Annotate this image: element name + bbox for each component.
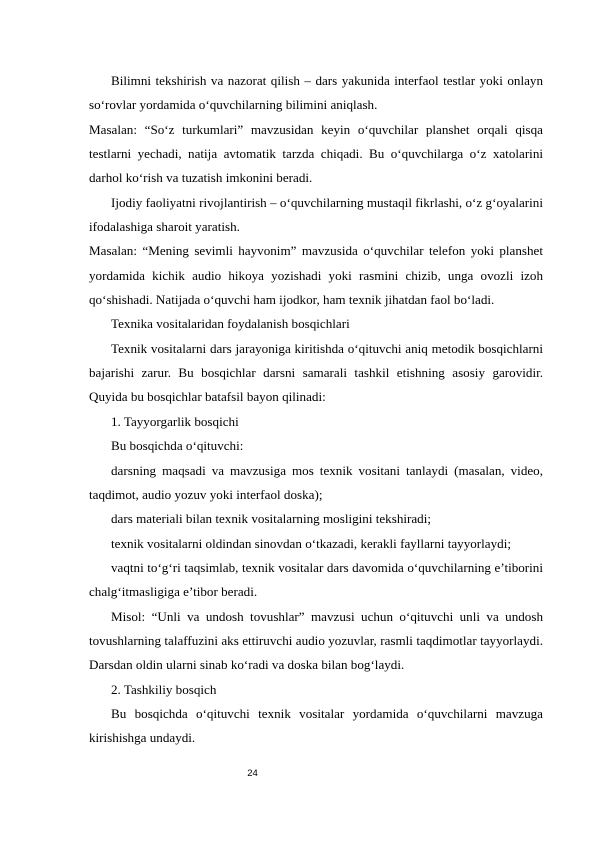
list-item-time-management: vaqtni to‘g‘ri taqsimlab, texnik vositalar dars davomida o‘quvchilarning e’tiborini chalg‘itmasligiga e’tibor beradi.	[89, 559, 543, 600]
page-number-footer	[0, 768, 595, 779]
paragraph-knowledge-check: Bilimni tekshirish va nazorat qilish – dars yakunida interfaol testlar yoki onlayn so‘rovlar yordamida o‘quvchilarning bilimini aniqlash.	[89, 73, 543, 113]
section-heading-stages: Texnika vositalaridan foydalanish bosqichlari	[111, 316, 350, 332]
list-item-test-tools: texnik vositalarni oldindan sinovdan o‘tkazadi, kerakli fayllarni tayyorlaydi;	[111, 535, 511, 551]
paragraph-stages-intro: Texnik vositalarni dars jarayoniga kiritishda o‘qituvchi aniq metodik bosqichlarni bajarishi zarur. Bu bosqichlar darsni samarali tashkil etishning asosiy garovidir. Quyida bu bosqichlar batafsil bayon qilinadi:	[89, 340, 543, 405]
paragraph-example-favorite-animal: Masalan: “Mening sevimli hayvonim” mavzusida o‘quvchilar telefon yoki planshet yordamida kichik audio hikoya yozishadi yoki rasmini chizib, unga ovozli izoh qo‘shishadi. Natijada o‘quvchi ham ijodkor, ham texnik jihatdan faol bo‘ladi.	[89, 243, 543, 308]
paragraph-teacher-intro: Bu bosqichda o‘qituvchi:	[111, 438, 244, 454]
list-item-select-tool: darsning maqsadi va mavzusiga mos texnik vositani tanlaydi (masalan, video, taqdimot, audio yozuv yoki interfaol doska);	[89, 462, 543, 502]
paragraph-example-sounds: Misol: “Unli va undosh tovushlar” mavzusi uchun o‘qituvchi unli va undosh tovushlarning talaffuzini aks ettiruvchi audio yozuvlar, rasmli taqdimotlar tayyorlaydi. Darsdan oldin ularni sinab ko‘radi va doska bilan bog‘laydi.	[89, 608, 543, 673]
paragraph-organizational-intro: Bu bosqichda o‘qituvchi texnik vositalar yordamida o‘quvchilarni mavzuga kirishishga undaydi.	[89, 705, 543, 746]
list-item-check-compatibility: dars materiali bilan texnik vositalarning mosligini tekshiradi;	[111, 511, 432, 527]
document-body	[89, 69, 543, 751]
paragraph-creative-activity: Ijodiy faoliyatni rivojlantirish – o‘quvchilarning mustaqil fikrlashi, o‘z g‘oyalarini ifodalashiga sharoit yaratish.	[89, 194, 543, 235]
subheading-preparation-stage: 1. Tayyorgarlik bosqichi	[111, 413, 239, 429]
subheading-organizational-stage: 2. Tashkiliy bosqich	[111, 681, 217, 697]
page-number: 24	[247, 768, 258, 779]
paragraph-example-tests: Masalan: “So‘z turkumlari” mavzusidan keyin o‘quvchilar planshet orqali qisqa testlarni yechadi, natija avtomatik tarzda chiqadi. Bu o‘quvchilarga o‘z xatolarini darhol ko‘rish va tuzatish imkonini beradi.	[89, 121, 543, 186]
